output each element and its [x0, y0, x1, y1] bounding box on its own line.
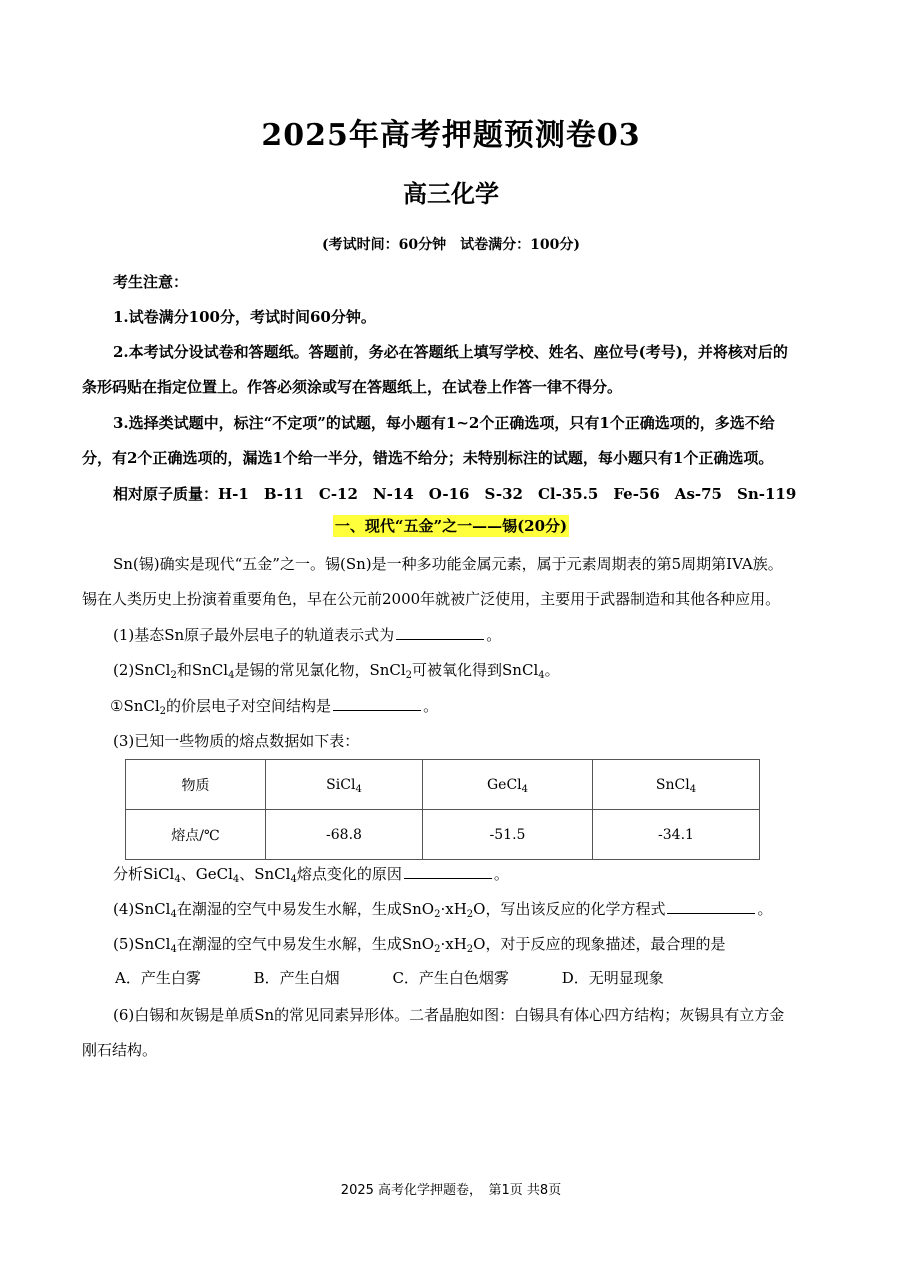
question-5: (5)SnCl$_4$在潮湿的空气中易发生水解，生成$SnO_2\cdot xH_2O$，对于反应的现象描述，最合理的是 [113, 935, 726, 955]
question-6-line-1: (6)白锡和灰锡是单质Sn的常见同素异形体。二者晶胞如图：白锡具有体心四方结构；灰锡具有立方金 [113, 1006, 785, 1024]
question-2: (2)SnCl$_2$和SnCl$_4$是锡的常见氯化物，SnCl$_2$可被氧化得到SnCl$_4$。 [113, 661, 560, 681]
question-4: (4)SnCl$_4$在潮湿的空气中易发生水解，生成$SnO_2\cdot xH_2O$，写出该反应的化学方程式 。 [113, 900, 773, 920]
question-6-line-2: 刚石结构。 [82, 1041, 158, 1059]
question-3: (3)已知一些物质的熔点数据如下表： [113, 732, 360, 750]
notice-item-3-line-1: 3.选择类试题中，标注“不定项”的试题，每小题有1~2个正确选项，只有1个正确选项的，多选不给 [113, 414, 775, 432]
page-footer: 2025 高考化学押题卷， 第1页 共8页 [340, 1183, 562, 1198]
table-cell-substance: SiCl$_4$ [266, 760, 423, 810]
answer-blank-q3[interactable] [404, 864, 492, 879]
answer-blank-q4[interactable] [667, 899, 755, 914]
notice-item-3-line-2: 分，有2个正确选项的，漏选1个给一半分，错选不给分；未特别标注的试题，每小题只有1个正确选项。 [82, 449, 774, 467]
table-header-label: 物质 [126, 760, 266, 810]
atomic-mass-line: 相对原子质量：H-1 B-11 C-12 N-14 O-16 S-32 Cl-35.5 Fe-56 As-75 Sn-119 [113, 485, 797, 503]
notice-item-2-line-1: 2.本考试分设试卷和答题纸。答题前，务必在答题纸上填写学校、姓名、座位号(考号)，并将核对后的 [113, 343, 788, 361]
question-1: (1)基态Sn原子最外层电子的轨道表示式为 。 [113, 626, 502, 644]
notice-heading: 考生注意： [113, 273, 189, 291]
section-title [0, 515, 902, 536]
table-row [126, 760, 760, 810]
table-row [126, 810, 760, 860]
table-cell-substance: SnCl$_4$ [593, 760, 760, 810]
exam-subtitle: 高三化学 [403, 179, 499, 208]
answer-blank-q2-1[interactable] [333, 696, 421, 711]
table-row-label: 熔点/℃ [126, 810, 266, 860]
section-title-text: 一、现代“五金”之一——锡(20分) [334, 517, 568, 535]
section-intro-line-1: Sn(锡)确实是现代“五金”之一。锡(Sn)是一种多功能金属元素，属于元素周期表的第5周期第IVA族。 [113, 555, 783, 573]
question-2-1: ①SnCl$_2$的价层电子对空间结构是 。 [110, 697, 439, 717]
table-cell-value: -68.8 [266, 810, 423, 860]
exam-title: 2025年高考押题预测卷03 [261, 118, 641, 153]
option-c[interactable]: C．产生白色烟雾 [392, 969, 509, 987]
table-cell-substance: GeCl$_4$ [423, 760, 593, 810]
notice-item-1: 1.试卷满分100分，考试时间60分钟。 [113, 308, 376, 326]
option-d[interactable]: D．无明显现象 [561, 969, 664, 987]
question-3-analysis: 分析SiCl$_4$、GeCl$_4$、SnCl$_4$熔点变化的原因 。 [113, 865, 509, 885]
answer-blank-q1[interactable] [396, 625, 484, 640]
question-5-options [115, 966, 712, 990]
melting-point-table [125, 759, 760, 860]
section-intro-line-2: 锡在人类历史上扮演着重要角色，早在公元前2000年就被广泛使用，主要用于武器制造和其他各种应用。 [82, 590, 781, 608]
table-cell-value: -34.1 [593, 810, 760, 860]
question-1-text: (1)基态Sn原子最外层电子的轨道表示式为 [113, 626, 395, 644]
option-b[interactable]: B．产生白烟 [253, 969, 340, 987]
table-cell-value: -51.5 [423, 810, 593, 860]
option-a[interactable]: A．产生白雾 [115, 969, 201, 987]
exam-info: (考试时间：60分钟 试卷满分：100分) [322, 237, 580, 253]
notice-item-2-line-2: 条形码贴在指定位置上。作答必须涂或写在答题纸上，在试卷上作答一律不得分。 [82, 378, 623, 396]
